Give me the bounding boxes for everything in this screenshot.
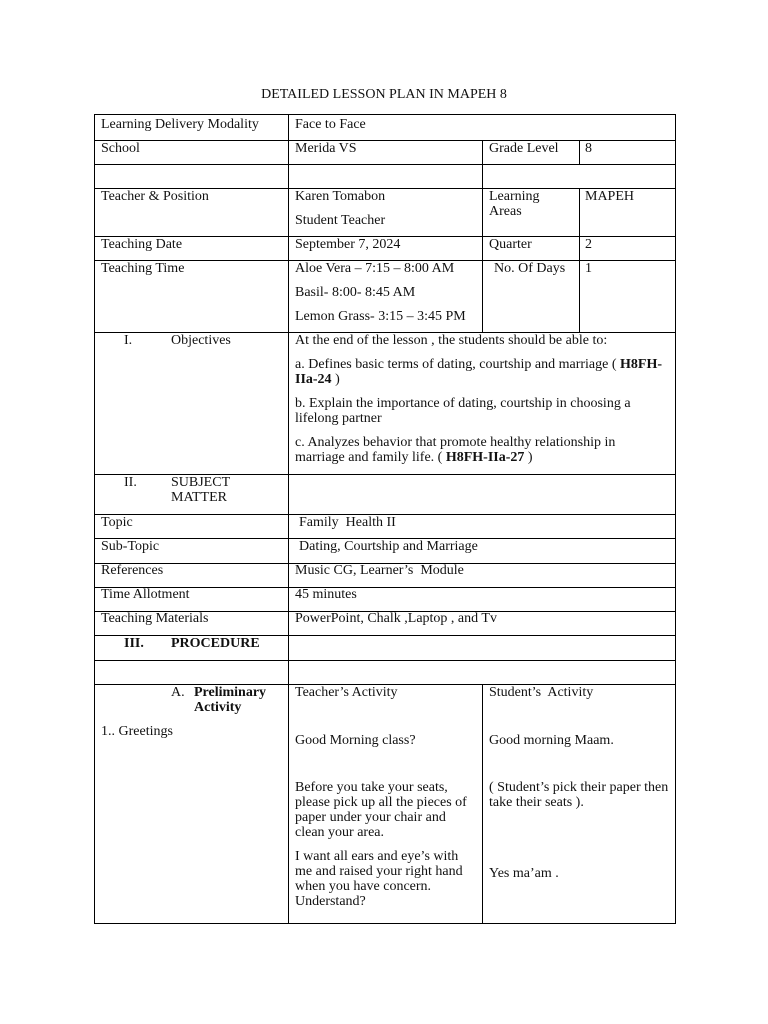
references-value: Music CG, Learner’s Module — [295, 563, 464, 578]
teacher-greeting: Good Morning class? — [295, 733, 416, 748]
student-response-attention: Yes ma’am . — [489, 866, 559, 881]
preliminary-activity-label: Preliminary Activity — [194, 685, 267, 715]
student-response-seats: ( Student’s pick their paper then take their seats ). — [489, 780, 669, 810]
column-divider — [288, 115, 289, 923]
subject-matter-number: II. — [124, 475, 137, 490]
time-allotment-value: 45 minutes — [295, 587, 357, 602]
no-of-days-value: 1 — [585, 261, 592, 276]
column-divider — [579, 188, 580, 332]
objectives-intro: At the end of the lesson , the students should be able to: — [295, 333, 608, 348]
learning-areas-value: MAPEH — [585, 189, 635, 204]
school-label: School — [101, 141, 140, 156]
teaching-time-aloe-vera: Aloe Vera – 7:15 – 8:00 AM — [295, 261, 455, 276]
student-greeting: Good morning Maam. — [489, 733, 614, 748]
teacher-instruction-attention: I want all ears and eye’s with me and raised your right hand when you have concern. Understand? — [295, 849, 463, 909]
time-allotment-label: Time Allotment — [101, 587, 190, 602]
teaching-materials-value: PowerPoint, Chalk ,Laptop , and Tv — [295, 611, 497, 626]
objective-b: b. Explain the importance of dating, courtship in choosing a lifelong partner — [295, 396, 631, 426]
teaching-date-label: Teaching Date — [101, 237, 183, 252]
teaching-time-label: Teaching Time — [101, 261, 185, 276]
objective-a — [295, 357, 673, 387]
school-value: Merida VS — [295, 141, 357, 156]
sub-topic-label: Sub-Topic — [101, 539, 160, 554]
objective-c — [295, 435, 665, 465]
teacher-position: Student Teacher — [295, 213, 386, 228]
grade-level-value: 8 — [585, 141, 592, 156]
modality-label: Learning Delivery Modality — [101, 117, 259, 132]
topic-label: Topic — [101, 515, 133, 530]
teacher-label: Teacher & Position — [101, 189, 209, 204]
preliminary-letter: A. — [171, 685, 185, 700]
quarter-value: 2 — [585, 237, 592, 252]
subject-matter-label: SUBJECT MATTER — [171, 475, 230, 505]
student-activity-header: Student’s Activity — [489, 685, 594, 700]
column-divider — [579, 140, 580, 164]
greetings-label: 1.. Greetings — [101, 724, 173, 739]
teacher-activity-header: Teacher’s Activity — [295, 685, 398, 700]
objective-a-close: ) — [335, 372, 340, 387]
teaching-materials-label: Teaching Materials — [101, 611, 209, 626]
procedure-label: PROCEDURE — [171, 636, 260, 651]
quarter-label: Quarter — [489, 237, 532, 252]
teacher-instruction-seats: Before you take your seats, please pick up all the pieces of paper under your chair and clean your area. — [295, 780, 467, 840]
document-title: DETAILED LESSON PLAN IN MAPEH 8 — [261, 87, 507, 102]
sub-topic-value: Dating, Courtship and Marriage — [299, 539, 478, 554]
row-divider — [95, 164, 675, 165]
teaching-time-lemon-grass: Lemon Grass- 3:15 – 3:45 PM — [295, 309, 466, 324]
teacher-name: Karen Tomabon — [295, 189, 386, 204]
objectives-label: Objectives — [171, 333, 231, 348]
grade-level-label: Grade Level — [489, 141, 559, 156]
teaching-time-basil: Basil- 8:00- 8:45 AM — [295, 285, 416, 300]
references-label: References — [101, 563, 164, 578]
modality-value: Face to Face — [295, 117, 366, 132]
topic-value: Family Health II — [299, 515, 396, 530]
row-divider — [95, 660, 675, 661]
column-divider — [482, 684, 483, 923]
procedure-number: III. — [124, 636, 144, 651]
objective-a-code: H8FH-IIa-24 — [295, 357, 663, 387]
no-of-days-label: No. Of Days — [494, 261, 566, 276]
objective-a-text: a. Defines basic terms of dating, courtship and marriage ( — [295, 357, 617, 372]
objective-c-text: c. Analyzes behavior that promote healthy relationship in marriage and family life. ( — [295, 435, 616, 465]
objective-c-close: ) — [527, 450, 533, 465]
teaching-date-value: September 7, 2024 — [295, 237, 401, 252]
objective-c-code: H8FH-IIa-27 — [445, 450, 525, 465]
lesson-plan-table — [94, 114, 676, 924]
column-divider — [482, 140, 483, 332]
learning-areas-label: Learning Areas — [489, 189, 540, 219]
objectives-number: I. — [124, 333, 133, 348]
